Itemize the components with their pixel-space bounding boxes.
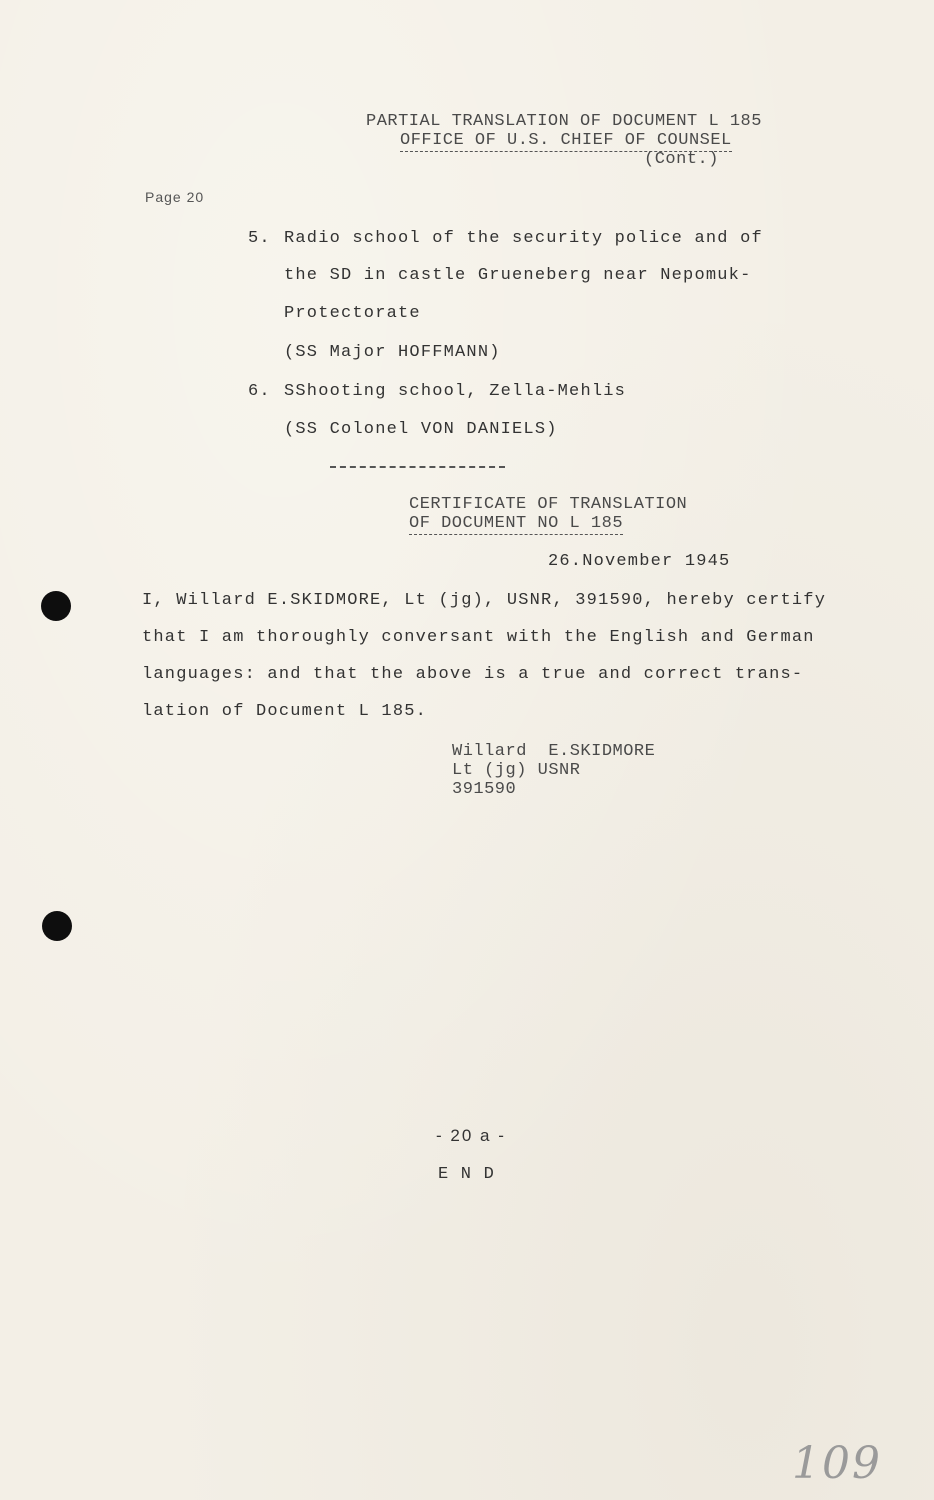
item-6-number: 6.: [248, 382, 271, 401]
certificate-line-4: lation of Document L 185.: [142, 702, 428, 721]
certificate-line-2: that I am thoroughly conversant with the English and German: [142, 628, 815, 647]
header-cont: (Cont.): [644, 150, 719, 169]
footer-page-number: - 20 a -: [436, 1126, 506, 1145]
punch-hole-upper: [41, 591, 71, 621]
punch-hole-lower: [42, 911, 72, 941]
item-6-line-2: (SS Colonel VON DANIELS): [284, 420, 558, 439]
signature-name: Willard E.SKIDMORE: [452, 742, 656, 761]
certificate-subtitle: [409, 514, 623, 533]
item-5-number: 5.: [248, 229, 271, 248]
header-office-text: OFFICE OF U.S. CHIEF OF COUNSEL: [400, 131, 732, 150]
certificate-line-3: languages: and that the above is a true and correct trans-: [142, 665, 804, 684]
item-5-line-3: Protectorate: [284, 304, 421, 323]
signature-rank: Lt (jg) USNR: [452, 761, 581, 780]
certificate-line-1: I, Willard E.SKIDMORE, Lt (jg), USNR, 391590, hereby certify: [142, 591, 827, 610]
item-6-line-1: SShooting school, Zella-Mehlis: [284, 382, 627, 401]
section-separator: [330, 466, 505, 468]
footer-end: E N D: [438, 1165, 496, 1184]
certificate-title: CERTIFICATE OF TRANSLATION: [409, 495, 688, 514]
item-5-line-2: the SD in castle Grueneberg near Nepomuk-: [284, 266, 752, 285]
item-5-line-1: Radio school of the security police and of: [284, 229, 763, 248]
certificate-date: 26.November 1945: [548, 552, 731, 571]
header-office: [400, 131, 732, 150]
signature-number: 391590: [452, 780, 517, 799]
folio-number: 109: [792, 1438, 882, 1489]
certificate-subtitle-text: OF DOCUMENT NO L 185: [409, 514, 624, 533]
header-title: PARTIAL TRANSLATION OF DOCUMENT L 185: [366, 112, 762, 131]
page-label: Page 20: [145, 189, 205, 205]
item-5-line-4: (SS Major HOFFMANN): [284, 343, 501, 362]
